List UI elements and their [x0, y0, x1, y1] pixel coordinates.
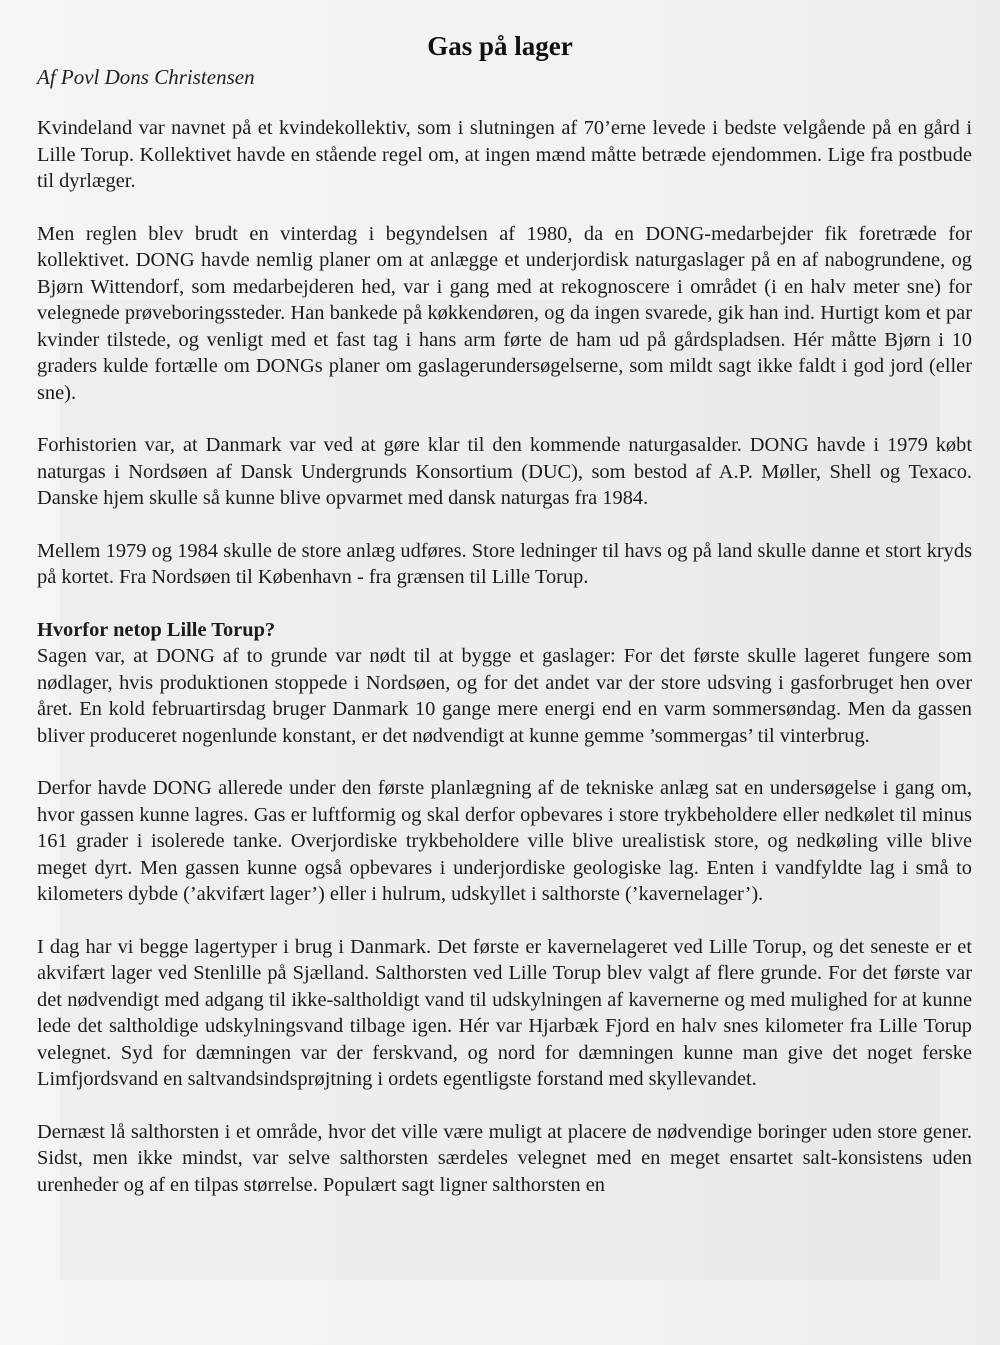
article-title: Gas på lager: [427, 31, 573, 61]
paragraph-7: I dag har vi begge lagertyper i brug i Danmark. Det første er kavernelageret ved Lille Torup, og det seneste er et akvifært lager ved Stenlille på Sjælland. Salthorsten ved Lille Torup blev valgt af flere grunde. For det første var det nødvendigt med adgang til ikke-saltholdigt vand til udskylningen af kavernerne og med mulighed for at kunne lede det saltholdige udskylningsvand tilbage igen. Hér var Hjarbæk Fjord en halv snes kilometer fra Lille Torup velegnet. Syd for dæmningen var der ferskvand, og nord for dæmningen kunne man give det noget ferske Limfjordsvand en saltvandsindsprøjtning i ordets egentligste forstand med skyllevandet.: [37, 935, 972, 1090]
paragraph-8: Dernæst lå salthorsten i et område, hvor det ville være muligt at placere de nødvendige boringer uden store gener. Sidst, men ikke mindst, var selve salthorsten særdeles velegnet med en meget ensartet salt-konsistens uden urenheder og af en tilpas størrelse. Populært sagt ligner salthorsten en: [37, 1120, 972, 1196]
article-body: [37, 115, 972, 1224]
paragraph-5: Sagen var, at DONG af to grunde var nødt til at bygge et gaslager: For det første skulle lageret fungere som nødlager, hvis produktionen stoppede i Nordsøen, og for det andet var der store udsving i gasforbruget hen over året. En kold februartirsdag bruger Danmark 10 gange mere energi end en varm sommersøndag. Men da gassen bliver produceret nogenlunde konstant, er det nødvendigt at kunne gemme ’sommergas’ til vinterbrug.: [37, 645, 972, 747]
section-heading: Hvorfor netop Lille Torup?: [37, 618, 276, 641]
paragraph-4: Mellem 1979 og 1984 skulle de store anlæg udføres. Store ledninger til havs og på land skulle danne et stort kryds på kortet. Fra Nordsøen til København - fra grænsen til Lille Torup.: [37, 539, 972, 588]
paragraph-6: Derfor havde DONG allerede under den første planlægning af de tekniske anlæg sat en undersøgelse i gang om, hvor gassen kunne lagres. Gas er luftformig og skal derfor opbevares i store trykbeholdere eller nedkølet til minus 161 grader i isolerede tanke. Overjordiske trykbeholdere ville blive urealistisk store, og nedkøling ville blive meget dyrt. Men gassen kunne også opbevares i underjordiske geologiske lag. Enten i vandfyldte lag i små to kilometers dybde (’akvifært lager’) eller i hulrum, udskyllet i salthorste (’kavernelager’).: [37, 777, 972, 905]
paragraph-1: Kvindeland var navnet på et kvindekollektiv, som i slutningen af 70’erne levede i bedste velgående på en gård i Lille Torup. Kollektivet havde en stående regel om, at ingen mænd måtte betræde ejendommen. Lige fra postbude til dyrlæger.: [37, 117, 972, 192]
article-author: Af Povl Dons Christensen: [37, 65, 255, 89]
paragraph-2: Men reglen blev brudt en vinterdag i begyndelsen af 1980, da en DONG-medarbejder fik foretræde for kollektivet. DONG havde nemlig planer om at anlægge et underjordisk naturgaslager på en af nabogrundene, og Bjørn Wittendorf, som medarbejderen hed, var i gang med at rekognoscere i området (i en halv meter sne) for velegnede prøveboringssteder. Han bankede på køkkendøren, og da ingen svarede, gik han ind. Hurtigt kom et par kvinder tilstede, og venligt med et fast tag i hans arm førte de ham ud på gårdspladsen. Hér måtte Bjørn i 10 graders kulde fortælle om DONGs planer om gaslagerundersøgelserne, som mildt sagt ikke faldt i god jord (eller sne).: [37, 222, 972, 404]
paragraph-3: Forhistorien var, at Danmark var ved at gøre klar til den kommende naturgasalder. DONG havde i 1979 købt naturgas i Nordsøen af Dansk Undergrunds Konsortium (DUC), som bestod af A.P. Møller, Shell og Texaco. Danske hjem skulle så kunne blive opvarmet med dansk naturgas fra 1984.: [37, 434, 972, 509]
